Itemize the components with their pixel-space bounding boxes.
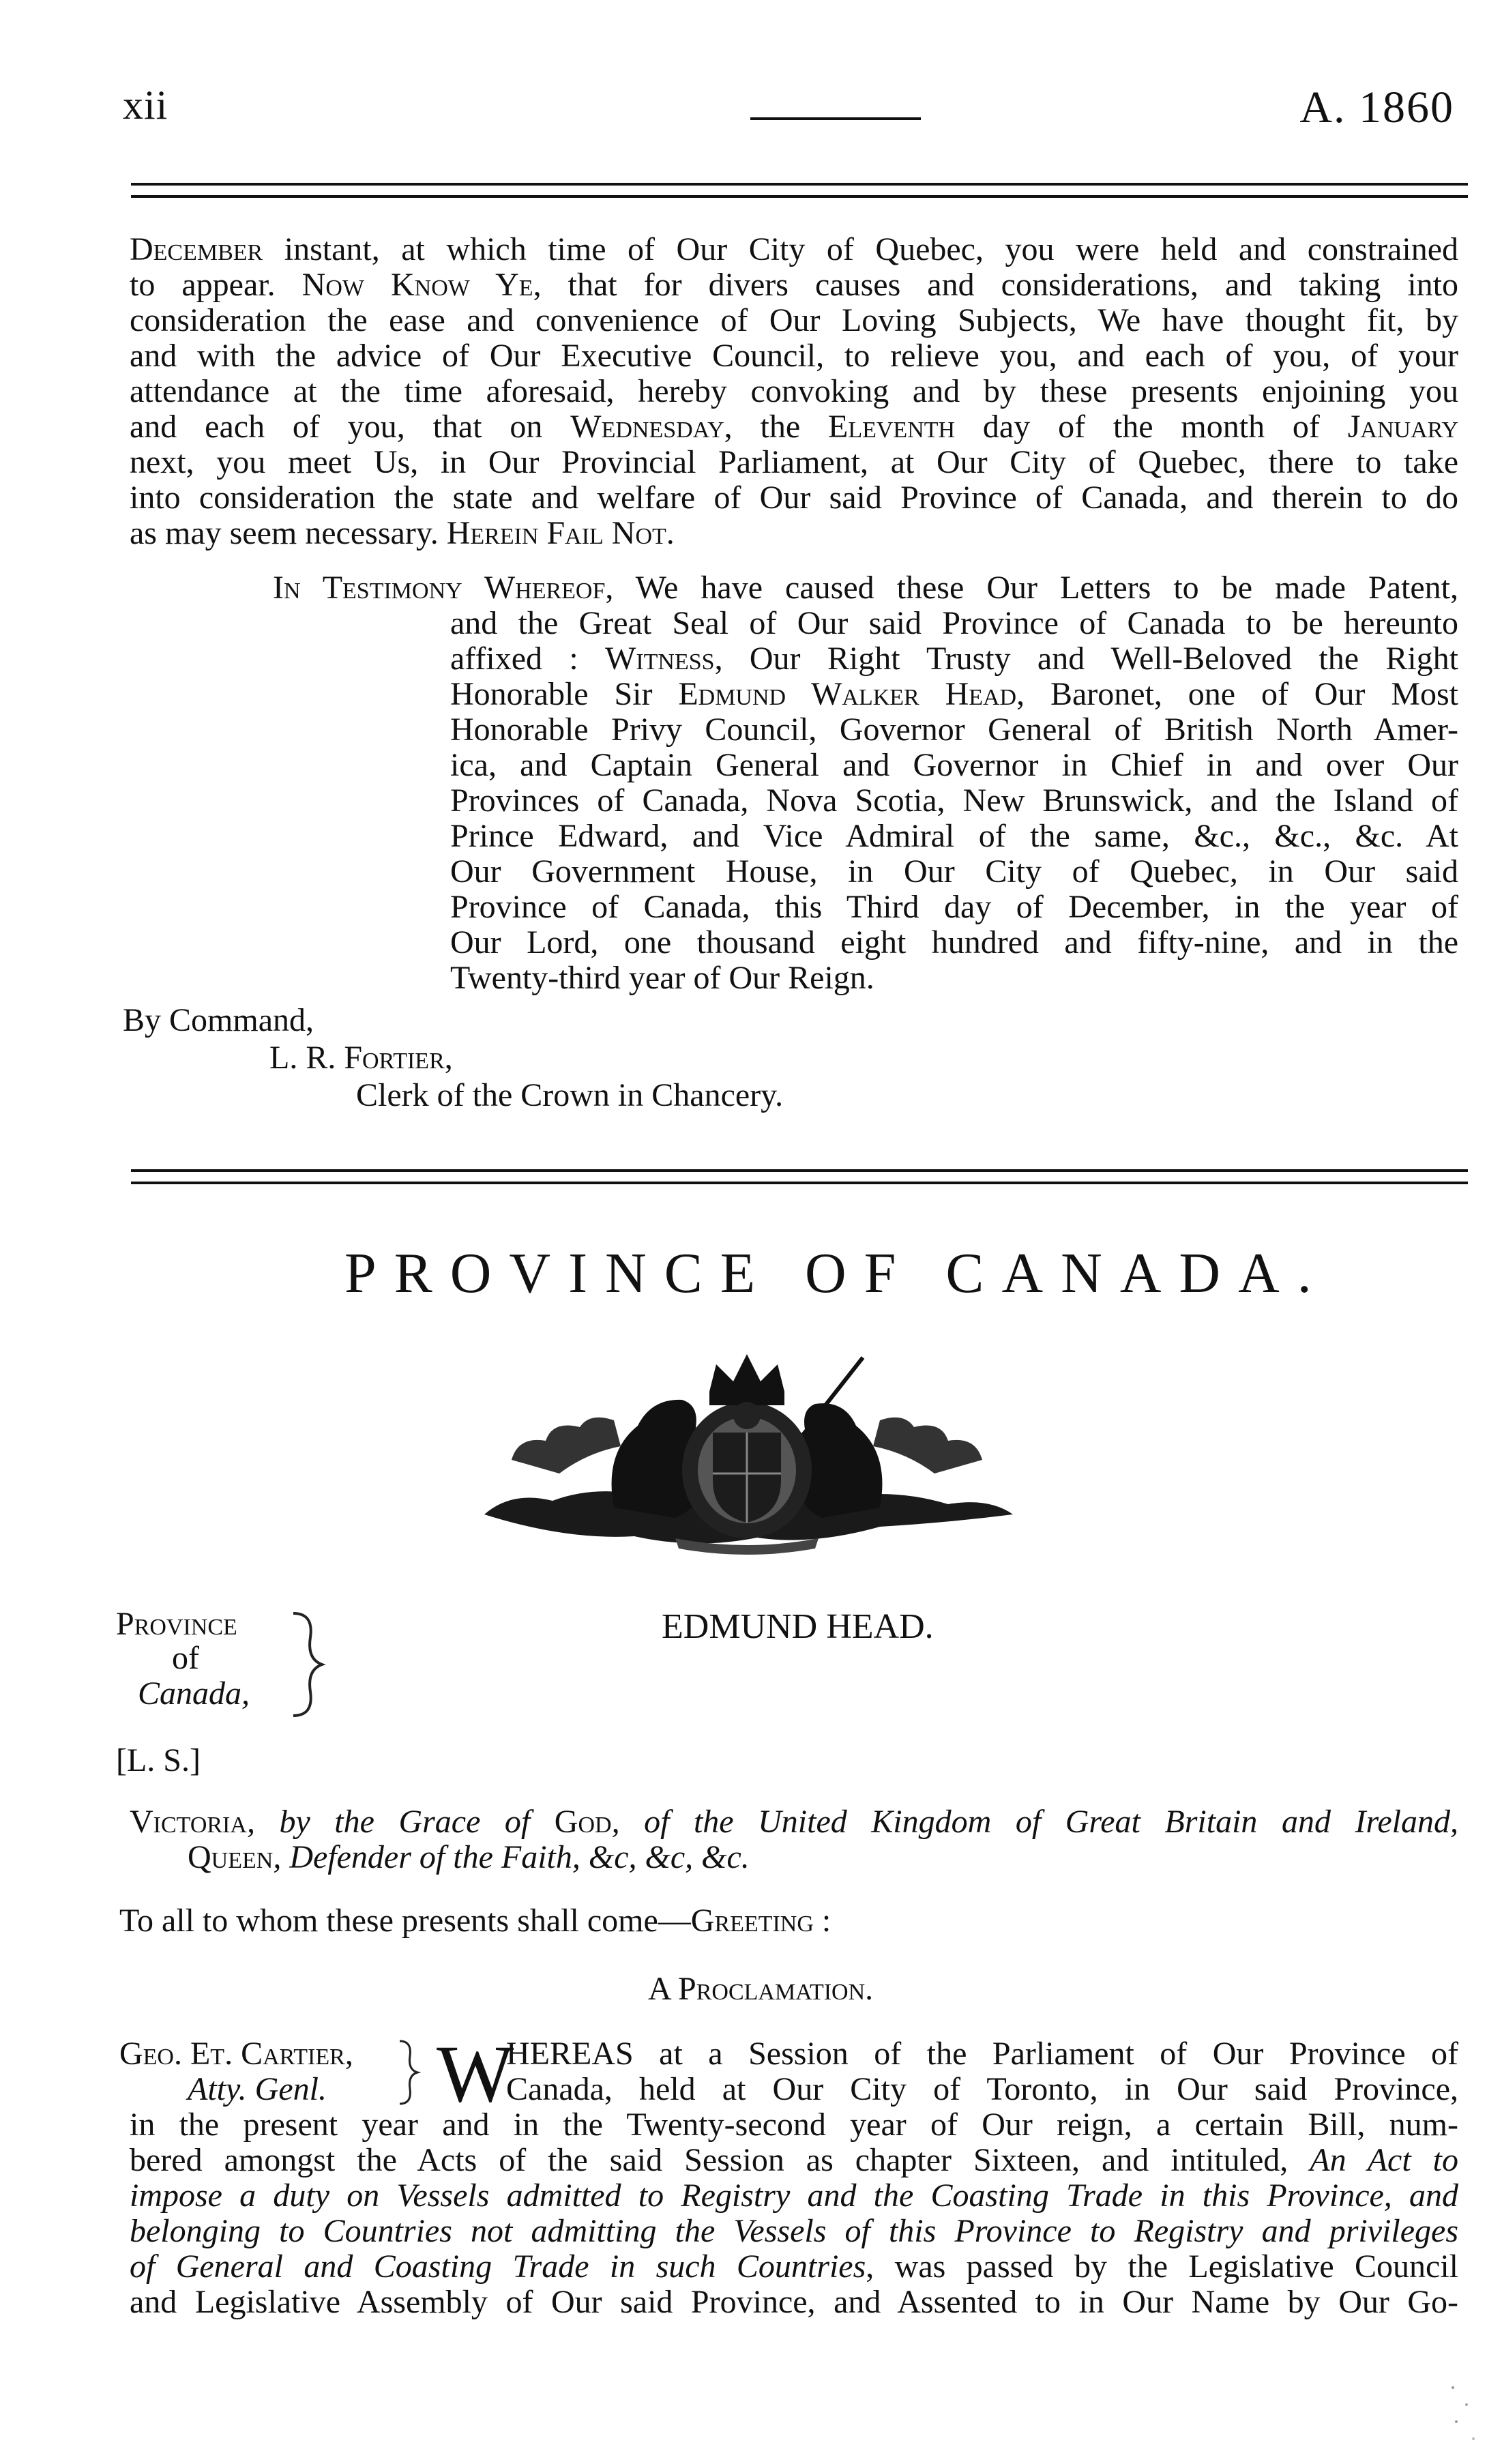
testimony-line: Our Government House, in Our City of Quebec, in Our said [450, 853, 1458, 890]
victoria-line: Victoria, by the Grace of God, of the United Kingdom of Great Britain and Ireland, [130, 1804, 1459, 1840]
attorney-name: Geo. Et. Cartier, [119, 2036, 353, 2072]
drop-cap: W [437, 2028, 514, 2119]
text-line: into consideration the state and welfare of Our said Province of Canada, and therein to do [130, 480, 1458, 516]
attorney-brace-icon [394, 2038, 422, 2107]
signer-title: Clerk of the Crown in Chancery. [356, 1077, 784, 1113]
testimony-line: ica, and Captain General and Governor in Chief in and over Our [450, 747, 1458, 783]
governor-signature: EDMUND HEAD. [662, 1607, 934, 1646]
by-command: By Command, [123, 1002, 314, 1038]
section-double-rule [131, 1169, 1468, 1184]
text-line: December instant, at which time of Our City of Quebec, you were held and constrained [130, 231, 1458, 267]
text-line: attendance at the time aforesaid, hereby convoking and by these presents enjoining you [130, 373, 1458, 409]
testimony-line: Honorable Privy Council, Governor General of British North Amer- [450, 712, 1458, 748]
whereas-line: of General and Coasting Trade in such Countries, was passed by the Legislative Council [130, 2248, 1458, 2285]
testimony-line: Twenty-third year of Our Reign. [450, 960, 874, 996]
testimony-line: Honorable Sir Edmund Walker Head, Baronet, one of Our Most [450, 676, 1458, 712]
testimony-line: Our Lord, one thousand eight hundred and fifty-nine, and in the [450, 924, 1458, 960]
testimony-line: and the Great Seal of Our said Province of Canada to be hereunto [450, 605, 1458, 641]
text-line: and with the advice of Our Executive Council, to relieve you, and each of you, of your [130, 338, 1458, 374]
whereas-line: in the present year and in the Twenty-second year of Our reign, a certain Bill, num- [130, 2107, 1458, 2143]
running-header [123, 82, 1454, 143]
testimony-line: Provinces of Canada, Nova Scotia, New Brunswick, and the Island of [450, 782, 1458, 819]
text-line: next, you meet Us, in Our Provincial Parliament, at Our City of Quebec, there to take [130, 444, 1458, 480]
header-double-rule [131, 183, 1468, 198]
side-canada: Canada, [138, 1675, 250, 1712]
province-title: PROVINCE OF CANADA. [344, 1242, 1329, 1305]
page-number: xii [123, 83, 168, 128]
side-province: Province [116, 1606, 237, 1642]
testimony-line: affixed : Witness, Our Right Trusty and Well-Beloved the Right [450, 641, 1458, 677]
queen-line: Queen, Defender of the Faith, &c, &c, &c. [188, 1839, 750, 1875]
year-label: A. 1860 [1299, 83, 1454, 132]
text-line: and each of you, that on Wednesday, the Eleventh day of the month of January [130, 409, 1458, 445]
header-dash [750, 117, 921, 120]
testimony-line: Province of Canada, this Third day of December, in the year of [450, 889, 1458, 925]
royal-coat-of-arms [471, 1344, 1023, 1562]
testimony-lead: In Testimony Whereof, We have caused these Our Letters to be made Patent, [273, 570, 1458, 606]
text-line: to appear. Now Know Ye, that for divers causes and considerations, and taking into [130, 267, 1458, 303]
side-of: of [172, 1640, 199, 1676]
text-line: consideration the ease and convenience of Our Loving Subjects, We have thought fit, by [130, 302, 1458, 338]
whereas-line: Canada, held at Our City of Toronto, in Our said Province, [506, 2071, 1458, 2107]
text-line: as may seem necessary. Herein Fail Not. [130, 515, 675, 551]
testimony-line: Prince Edward, and Vice Admiral of the same, &c., &c., &c. At [450, 818, 1458, 854]
proclamation-heading: A Proclamation. [648, 1971, 874, 2007]
whereas-line: and Legislative Assembly of Our said Province, and Assented to in Our Name by Our Go- [130, 2284, 1458, 2320]
attorney-title: Atty. Genl. [188, 2071, 327, 2107]
act-title-line: belonging to Countries not admitting the Vessels of this Province to Registry and privileges [130, 2213, 1458, 2249]
whereas-line: HEREAS at a Session of the Parliament of Our Province of [506, 2036, 1458, 2072]
greeting-line: To all to whom these presents shall come—Greeting : [119, 1903, 831, 1939]
act-title-line: impose a duty on Vessels admitted to Registry and the Coasting Trade in this Province, and [130, 2177, 1458, 2214]
seal-label: [L. S.] [116, 1742, 201, 1778]
right-brace-icon [286, 1610, 327, 1719]
paper-blemish [1439, 2374, 1487, 2456]
whereas-line: bered amongst the Acts of the said Session as chapter Sixteen, and intituled, An Act to [130, 2142, 1459, 2178]
signer-name: L. R. Fortier, [269, 1040, 453, 1076]
